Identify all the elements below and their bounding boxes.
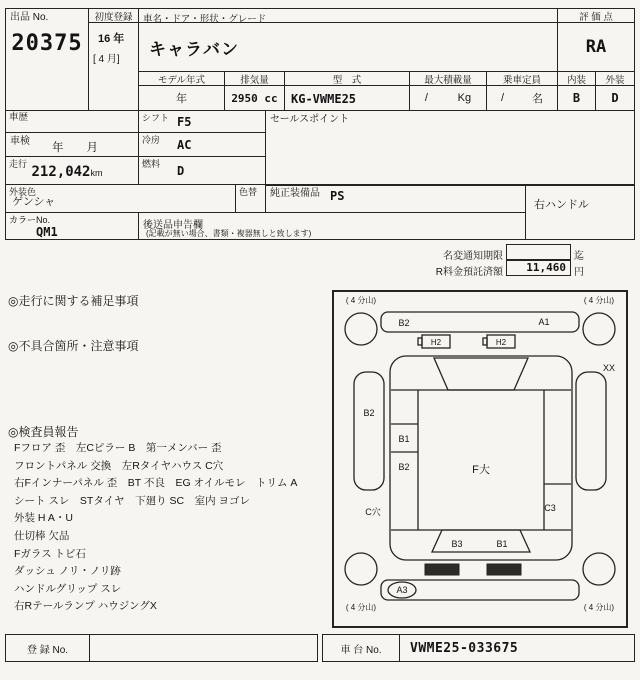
inspector-line: シート スレ STタイヤ 下廻り SC 室内 ヨゴレ — [14, 494, 251, 507]
mileage-cell — [5, 156, 139, 185]
registration-no-label: 登 録 No. — [6, 635, 90, 661]
inspector-report-title: ◎検査員報告 — [8, 425, 79, 439]
ac-cell — [138, 132, 266, 157]
later-items-cell — [138, 212, 526, 240]
history-cell — [5, 110, 139, 133]
car-name-header-label: 車名・ドア・形状・グレード — [143, 14, 267, 25]
inspection-label: 車検 — [10, 136, 30, 147]
mileage-value: 212,042 — [31, 164, 91, 180]
chassis-no-cell — [322, 634, 635, 662]
score-header: 評 価 点 — [557, 8, 635, 23]
fuel-cell — [138, 156, 266, 185]
windshield — [434, 358, 528, 390]
name-change-label: 名変通知期限 — [443, 251, 503, 262]
chassis-no-label: 車 台 No. — [323, 635, 400, 661]
mark-side-bottom-left: A3 — [396, 585, 408, 595]
inspector-line: Fガラス トビ石 — [14, 547, 87, 560]
sales-point-cell — [265, 110, 635, 186]
defect-note-title: ◎不具合箇所・注意事項 — [8, 339, 139, 353]
side-panel-bottom — [381, 580, 579, 600]
exhibit-no-cell — [5, 8, 89, 111]
mark-body-left-lower: B2 — [398, 462, 410, 472]
color-no-cell — [5, 212, 139, 240]
max-load-cell — [409, 85, 487, 111]
mark-rear-right: B1 — [496, 539, 508, 549]
mark-side-top-right: A1 — [538, 317, 550, 327]
mark-body-left-upper: B1 — [398, 434, 410, 444]
mileage-note-title: ◎走行に関する補足事項 — [8, 294, 139, 308]
mark-headlight-left: H2 — [430, 338, 442, 347]
panel-left — [354, 372, 384, 490]
shift-value: F5 — [177, 115, 192, 129]
capacity-unit: 名 — [532, 93, 544, 105]
fuel-label: 燃料 — [142, 159, 161, 169]
first-reg-year: 16 年 — [98, 33, 125, 45]
mark-left-panel: B2 — [363, 408, 375, 418]
inspection-cell — [5, 132, 139, 157]
rear-window — [432, 530, 530, 552]
exterior-color-value: ゲンシャ — [12, 196, 56, 208]
name-change-suffix: 迄 — [574, 251, 584, 262]
inspector-line: フロントパネル 交換 左Rタイヤハウス C穴 — [14, 459, 224, 472]
inspector-report-lines — [14, 440, 330, 616]
first-reg-cell — [88, 22, 139, 111]
model-year-header: モデル年式 — [138, 71, 225, 86]
handle-value: 右ハンドル — [534, 199, 589, 211]
tire-front-right — [583, 313, 615, 345]
interior-header: 内装 — [557, 71, 596, 86]
name-change-deadline-box — [506, 244, 571, 260]
first-reg-header: 初度登録 — [88, 8, 139, 23]
inspector-line: 右Fインナーパネル 歪 BT 不良 EG オイルモレ トリム A — [14, 477, 298, 490]
car-diagram — [334, 292, 626, 626]
inspection-value: 年 月 — [52, 142, 98, 154]
car-name-value: キャラバン — [149, 40, 239, 59]
handle-cell — [525, 184, 635, 240]
model-code-header: 型 式 — [284, 71, 410, 86]
history-label: 車歴 — [9, 112, 29, 123]
tire-rear-right — [583, 553, 615, 585]
chassis-no-value: VWME25-033675 — [410, 640, 519, 656]
score-value: RA — [557, 22, 635, 72]
tire-tread-label-fl: ( 4 分山) — [345, 296, 377, 305]
mileage-label: 走行 — [9, 159, 28, 169]
exterior-header: 外装 — [595, 71, 635, 86]
recycle-fee-label: R料金預託済額 — [435, 267, 503, 278]
tire-tread-label-fr: ( 4 分山) — [583, 296, 615, 305]
mileage-unit: km — [90, 168, 103, 178]
shift-label: シフト — [142, 113, 170, 123]
car-name-cell — [138, 22, 558, 72]
inspector-line: Fフロア 歪 左Cピラー B 第一メンバー 歪 — [14, 442, 222, 454]
exhibit-no-value: 20375 — [11, 31, 83, 56]
panel-right — [576, 372, 606, 490]
tire-rear-left — [345, 553, 377, 585]
later-items-label: 後送品申告欄 — [143, 220, 203, 231]
tire-tread-label-rl: ( 4 分山) — [345, 603, 377, 612]
color-no-label: カラーNo. — [9, 215, 51, 225]
sales-point-label: セールスポイント — [270, 114, 350, 125]
max-load-header: 最大積載量 — [409, 71, 487, 86]
color-change-cell — [235, 184, 266, 213]
capacity-header: 乗車定員 — [486, 71, 558, 86]
mark-headlight-right: H2 — [495, 338, 507, 347]
inspector-line: ハンドルグリップ スレ — [14, 582, 122, 595]
shift-cell — [138, 110, 266, 133]
recycle-fee-unit: 円 — [574, 267, 584, 278]
registration-no-value — [90, 635, 317, 661]
mark-right-upper: XX — [602, 363, 616, 373]
max-load-slash: / — [424, 92, 428, 104]
tail-light-right — [487, 564, 521, 575]
tire-front-left — [345, 313, 377, 345]
later-items-note: (記載が無い場合、書類・複器無しと致します) — [146, 229, 312, 238]
ac-value: AC — [177, 138, 192, 152]
model-code-cell — [284, 85, 410, 111]
fuel-value: D — [177, 164, 185, 178]
mark-side-top-left: B2 — [398, 318, 410, 328]
model-code-value: KG-VWME25 — [291, 92, 357, 106]
mark-left-lower: C穴 — [365, 507, 381, 517]
inspector-line: 右Rテールランプ ハウジングX — [14, 600, 157, 613]
ac-label: 冷房 — [142, 135, 161, 145]
equipment-label: 純正装備品 — [270, 188, 320, 199]
model-year-value: 年 — [138, 85, 225, 111]
tail-light-left — [425, 564, 459, 575]
inspector-line: 外装 H A・U — [14, 512, 73, 525]
max-load-unit: Kg — [457, 92, 472, 104]
mark-rear-left: B3 — [451, 539, 463, 549]
car-diagram-box — [332, 290, 628, 628]
first-reg-month: [ 4 月] — [93, 54, 120, 65]
exterior-color-label: 外装色 — [9, 187, 37, 197]
mark-body-right-lower: C3 — [544, 503, 556, 513]
displacement-header: 排気量 — [224, 71, 285, 86]
inspector-line: ダッシュ ノリ・ノリ跡 — [14, 565, 121, 578]
car-name-header — [138, 8, 558, 23]
capacity-slash: / — [500, 92, 505, 104]
mark-center: F大 — [472, 464, 490, 476]
exterior-color-cell — [5, 184, 236, 213]
displacement-value: 2950 cc — [224, 85, 285, 111]
capacity-cell — [486, 85, 558, 111]
interior-grade: B — [557, 85, 596, 111]
inspector-line: 仕切棒 欠品 — [14, 529, 70, 542]
equipment-value: PS — [330, 189, 345, 203]
exhibit-no-label: 出品 No. — [10, 12, 49, 23]
equipment-cell — [265, 184, 526, 213]
color-change-label: 色替 — [239, 187, 258, 197]
color-no-value: QM1 — [36, 225, 58, 239]
tire-tread-label-rr: ( 4 分山) — [583, 603, 615, 612]
recycle-fee-value: 11,460 — [506, 260, 571, 276]
exterior-grade: D — [595, 85, 635, 111]
registration-no-cell — [5, 634, 318, 662]
